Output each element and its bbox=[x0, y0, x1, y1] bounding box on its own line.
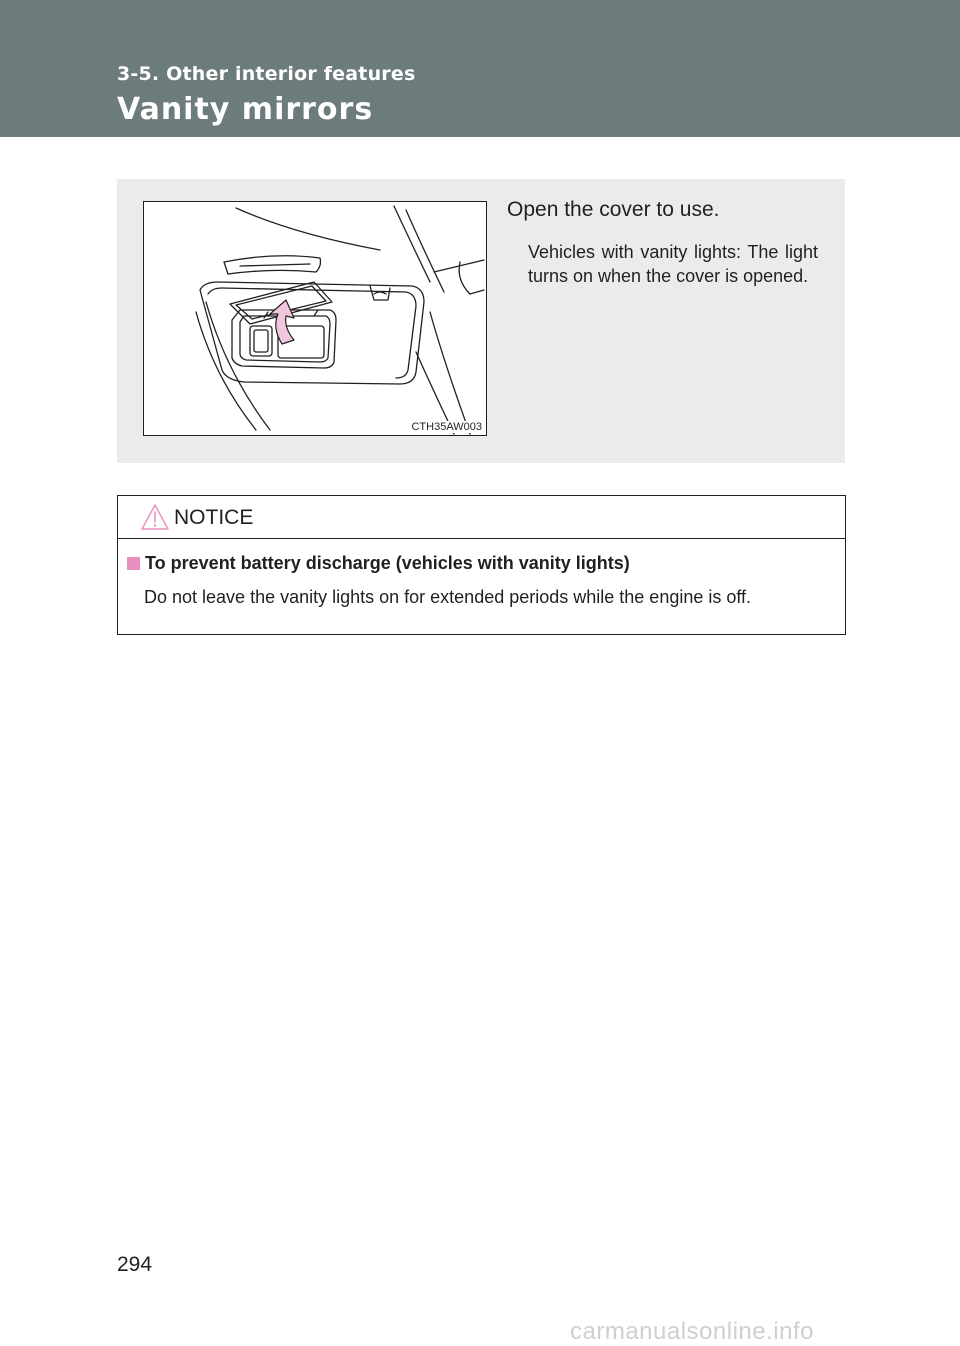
vanity-light-note: Vehicles with vanity lights: The light turns on when the cover is opened. bbox=[528, 242, 818, 286]
notice-box bbox=[117, 495, 846, 635]
vanity-mirror-illustration bbox=[143, 201, 487, 436]
sun-visor-drawing bbox=[144, 202, 486, 435]
notice-header bbox=[118, 496, 845, 539]
section-label: 3-5. Other interior features bbox=[117, 63, 416, 85]
notice-label: NOTICE bbox=[174, 506, 254, 529]
watermark: carmanualsonline.info bbox=[570, 1318, 814, 1345]
warning-triangle-icon bbox=[140, 503, 170, 531]
open-arrow-icon bbox=[270, 300, 294, 344]
page-number: 294 bbox=[117, 1253, 153, 1276]
instruction-text: Open the cover to use. bbox=[507, 198, 720, 221]
bullet-square-icon bbox=[127, 557, 140, 570]
page-title: Vanity mirrors bbox=[117, 92, 374, 127]
notice-body: Do not leave the vanity lights on for extended periods while the engine is off. bbox=[144, 587, 752, 607]
illustration-code: CTH35AW003 bbox=[411, 421, 482, 433]
page-header bbox=[0, 0, 960, 137]
notice-heading: To prevent battery discharge (vehicles with vanity lights) bbox=[145, 553, 630, 573]
